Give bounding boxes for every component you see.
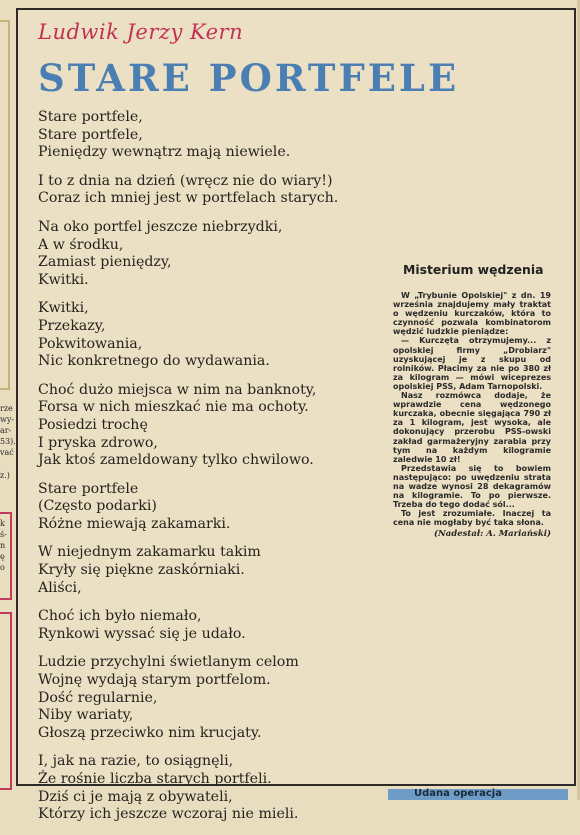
left-column-fragment: [0, 470, 14, 481]
poem-line: Ludzie przychylni świetlanym celom: [38, 654, 299, 671]
fragment-text: z.): [0, 471, 10, 480]
poem-line: Zamiast pieniędzy,: [38, 254, 172, 271]
fragment-text: vać: [0, 448, 14, 457]
poem-line: Kwitki.: [38, 271, 89, 288]
poem-stanza: [38, 219, 388, 289]
poem-title: STARE PORTFELE: [38, 56, 460, 100]
poem-line: Kwitki,: [38, 300, 89, 317]
poem-body: [38, 109, 388, 835]
poem-stanza: [38, 382, 388, 470]
fragment-text: k: [0, 519, 5, 528]
poem-line: Choć ich było niemało,: [38, 608, 202, 625]
poem-line: Rynkowi wyssać się je udało.: [38, 625, 246, 642]
sidebar-paragraph: Nasz rozmówca dodaje, że wprawdzie cena wędzonego kurczaka, obecnie sięgająca 790 zł za 1 kilogram, jest wysoka, ale dokonujący przerobu PSS-owski zakład garmażeryjny zarabia przy tym na każdym kilogramie zaledwie 10 zł!: [393, 391, 551, 464]
poem-line: Forsa w nich mieszkać nie ma ochoty.: [38, 399, 309, 416]
poem-stanza: [38, 173, 388, 208]
poem-line: Pieniędzy wewnątrz mają niewiele.: [38, 144, 291, 161]
poem-line: Niby wariaty,: [38, 707, 134, 724]
fragment-text: 53).: [0, 437, 16, 446]
poem-line: I, jak na razie, to osiągnęli,: [38, 753, 234, 770]
poem-line: Dziś ci je mają z obywateli,: [38, 788, 233, 805]
fragment-text: n: [0, 541, 6, 550]
fragment-text: o: [0, 563, 5, 572]
poem-line: Stare portfele,: [38, 109, 143, 125]
sidebar-title: Misterium wędzenia: [403, 262, 544, 277]
poem-line: Że rośnie liczba starych portfeli.: [38, 771, 272, 787]
sidebar-paragraph: Przedstawia się to bowiem następująco: po uwędzeniu strata na wadze wynosi 28 dekagramów na kilogramie. To po pierwsze. Trzeba do tego dodać sól...: [393, 463, 551, 510]
next-article-title: Udana operacja: [414, 788, 502, 799]
sidebar-signature: (Nadestał: A. Mariański): [434, 529, 551, 540]
sidebar-body: [393, 291, 551, 527]
fragment-text: rze: [0, 404, 13, 413]
poem-stanza: [38, 753, 388, 823]
poem-line: Pokwitowania,: [38, 335, 143, 352]
poem-line: A w środku,: [38, 236, 124, 253]
poem-line: Przekazy,: [38, 317, 106, 334]
poem-line: Aliści,: [38, 579, 82, 596]
poem-line: Dość regularnie,: [38, 689, 158, 706]
poem-line: Na oko portfel jeszcze niebrzydki,: [38, 218, 283, 235]
poem-line: Wojnę wydają starym portfelom.: [38, 672, 271, 689]
poem-line: Stare portfele: [38, 480, 139, 497]
poem-line: (Często podarki): [38, 498, 157, 515]
poem-line: Nic konkretnego do wydawania.: [38, 353, 270, 370]
fragment-text: wy-: [0, 415, 15, 424]
poem-line: Którzy ich jeszcze wczoraj nie mieli.: [38, 806, 299, 823]
poem-line: Różne miewają zakamarki.: [38, 515, 231, 532]
fragment-text: ś-: [0, 530, 7, 539]
poem-line: Stare portfele,: [38, 126, 143, 143]
poem-line: Głoszą przeciwko nim krucjaty.: [38, 724, 262, 741]
sidebar-article: [391, 262, 551, 539]
left-column-border: [0, 20, 10, 390]
fragment-text: ar-: [0, 426, 12, 435]
left-column-pink-border: [0, 612, 12, 790]
poem-stanza: [38, 109, 388, 162]
poem-line: Kryły się piękne zaskórniaki.: [38, 562, 245, 579]
poem-line: Posiedzi trochę: [38, 416, 148, 433]
sidebar-paragraph: — Kurczęta otrzymujemy... z opolskiej firmy „Drobiarz" uzyskującej je z skupu od rolników. Płacimy za nie po 380 zł za kilogram — mówi wiceprezes opolskiej PSS, Adam Tarnopolski.: [393, 336, 551, 391]
poem-stanza: [38, 608, 388, 643]
sidebar-paragraph: W „Trybunie Opolskiej" z dn. 19 września znajdujemy mały traktat o wędzeniu kurczaków, która to czynność pozwala kombinatorom wędzić ludzkie pieniądze:: [393, 291, 551, 337]
poem-stanza: [38, 481, 388, 534]
poem-line: I pryska zdrowo,: [38, 434, 158, 451]
author-name: Ludwik Jerzy Kern: [38, 20, 244, 44]
left-column-fragment: [0, 518, 14, 573]
left-column-fragment: [0, 403, 14, 458]
poem-stanza: [38, 544, 388, 597]
poem-stanza: [38, 300, 388, 370]
fragment-text: ę: [0, 552, 5, 561]
sidebar-paragraph: To jest zrozumiałe. Inaczej ta cena nie mogłaby być taka słona.: [393, 509, 551, 528]
poem-stanza: [38, 654, 388, 742]
poem-line: Jak ktoś zameldowany tylko chwilowo.: [38, 452, 314, 469]
next-article-header: [388, 789, 568, 800]
poem-line: I to z dnia na dzień (wręcz nie do wiary!): [38, 172, 333, 189]
poem-line: Coraz ich mniej jest w portfelach starych.: [38, 190, 339, 207]
poem-line: W niejednym zakamarku takim: [38, 544, 261, 561]
poem-line: Choć dużo miejsca w nim na banknoty,: [38, 381, 317, 398]
